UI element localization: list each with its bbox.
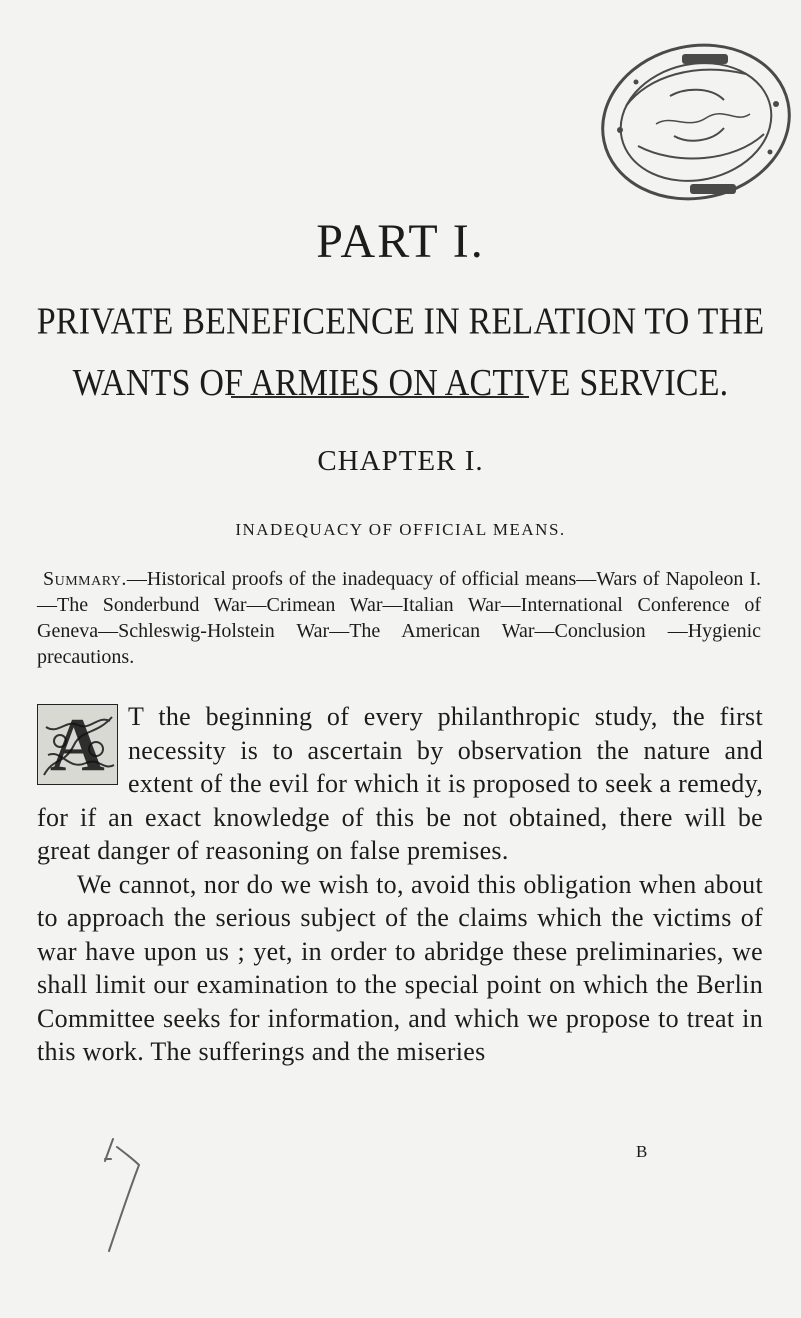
part-title: PART I. xyxy=(316,215,485,268)
signature-mark-icon xyxy=(99,1135,151,1315)
section-title-line-1: PRIVATE BENEFICENCE IN RELATION TO THE xyxy=(36,301,765,343)
section-title-line-2: WANTS OF ARMIES ON ACTIVE SERVICE. xyxy=(72,362,729,405)
drop-cap-letter: A xyxy=(49,704,106,785)
body-text xyxy=(37,700,763,1069)
paragraph-1-text: T the beginning of every philanthropic study, the first necessity is to ascertain by observation the nature and extent of the evil for which it is proposed to seek a remedy, for if an exact knowledge of this be not obtained, there will be great danger of reasoning on false premises. xyxy=(37,702,763,865)
chapter-summary xyxy=(37,566,761,670)
paragraph-1 xyxy=(37,700,763,868)
signature-mark: B xyxy=(636,1142,649,1161)
library-seal-icon xyxy=(586,34,798,212)
chapter-subtitle: INADEQUACY OF OFFICIAL MEANS. xyxy=(235,520,566,539)
summary-text: —Historical proofs of the inadequacy of official means—Wars of Napoleon I.—The Sonderbund War—Crimean War—Italian War—International Conference of Geneva—Schleswig-Holstein War—The American War—Conclusion —Hygienic precautions. xyxy=(37,568,761,668)
summary-label: Summary. xyxy=(43,568,127,590)
divider-rule xyxy=(231,396,529,398)
ornamental-initial-icon xyxy=(37,704,118,785)
chapter-title: CHAPTER I. xyxy=(317,445,484,477)
paragraph-2: We cannot, nor do we wish to, avoid this obligation when about to approach the serious subject of the claims which the victims of war have upon us ; yet, in order to abridge these preliminaries, we shall limit our examination to the special point on which the Berlin Committee seeks for information, and which we propose to treat in this work. The sufferings and the miseries xyxy=(37,869,763,1066)
